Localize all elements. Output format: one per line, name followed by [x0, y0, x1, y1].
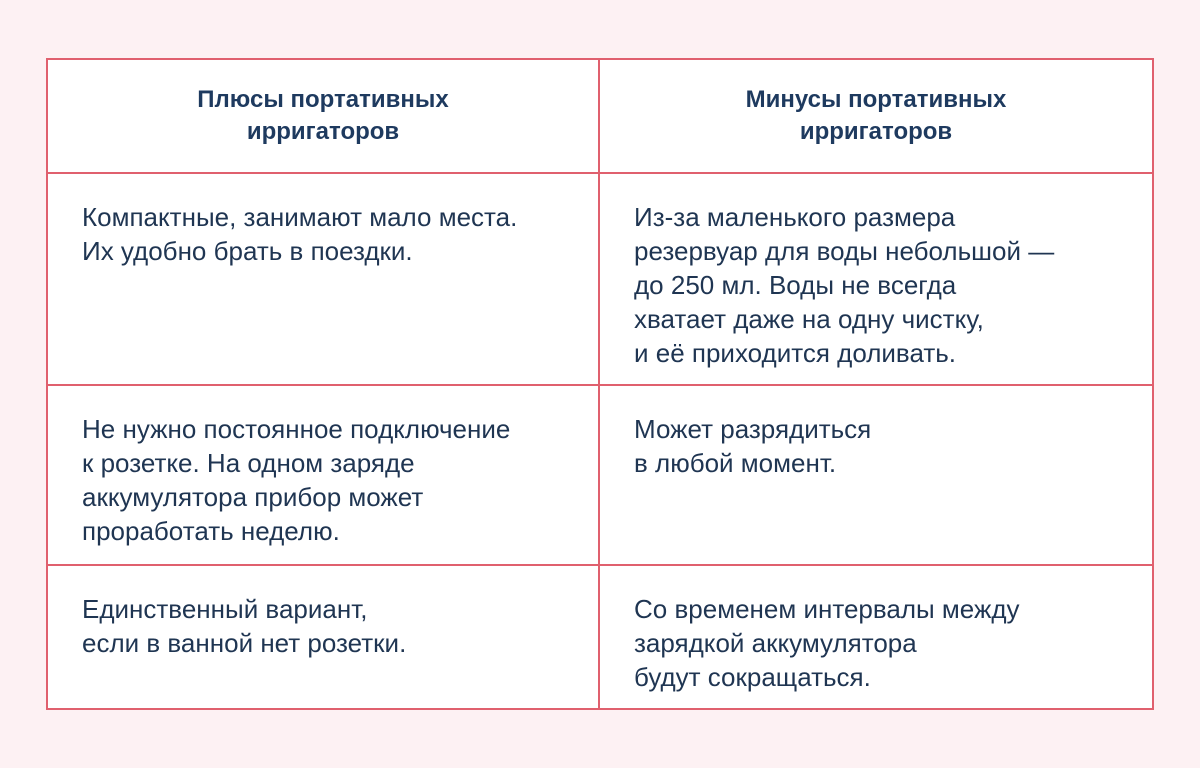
pro-cell-2: Не нужно постоянное подключение к розетке. На одном заряде аккумулятора прибор может проработать неделю.: [48, 386, 600, 566]
con-cell-3: Со временем интервалы между зарядкой аккумулятора будут сокращаться.: [634, 594, 1020, 692]
con-cell-2: Может разрядиться в любой момент.: [600, 386, 1152, 566]
con-cell-1: Из-за маленького размера резервуар для воды небольшой — до 250 мл. Воды не всегда хватает даже на одну чистку, и её приходится доливать.: [600, 174, 1152, 386]
pro-cell-1: Компактные, занимают мало места. Их удобно брать в поездки.: [48, 174, 600, 386]
header-pros: Плюсы портативных ирригаторов: [48, 60, 600, 174]
header-cons: Минусы портативных ирригаторов: [600, 60, 1152, 174]
pro-cell-3: Единственный вариант, если в ванной нет розетки.: [48, 566, 600, 708]
comparison-table: [46, 58, 1154, 710]
